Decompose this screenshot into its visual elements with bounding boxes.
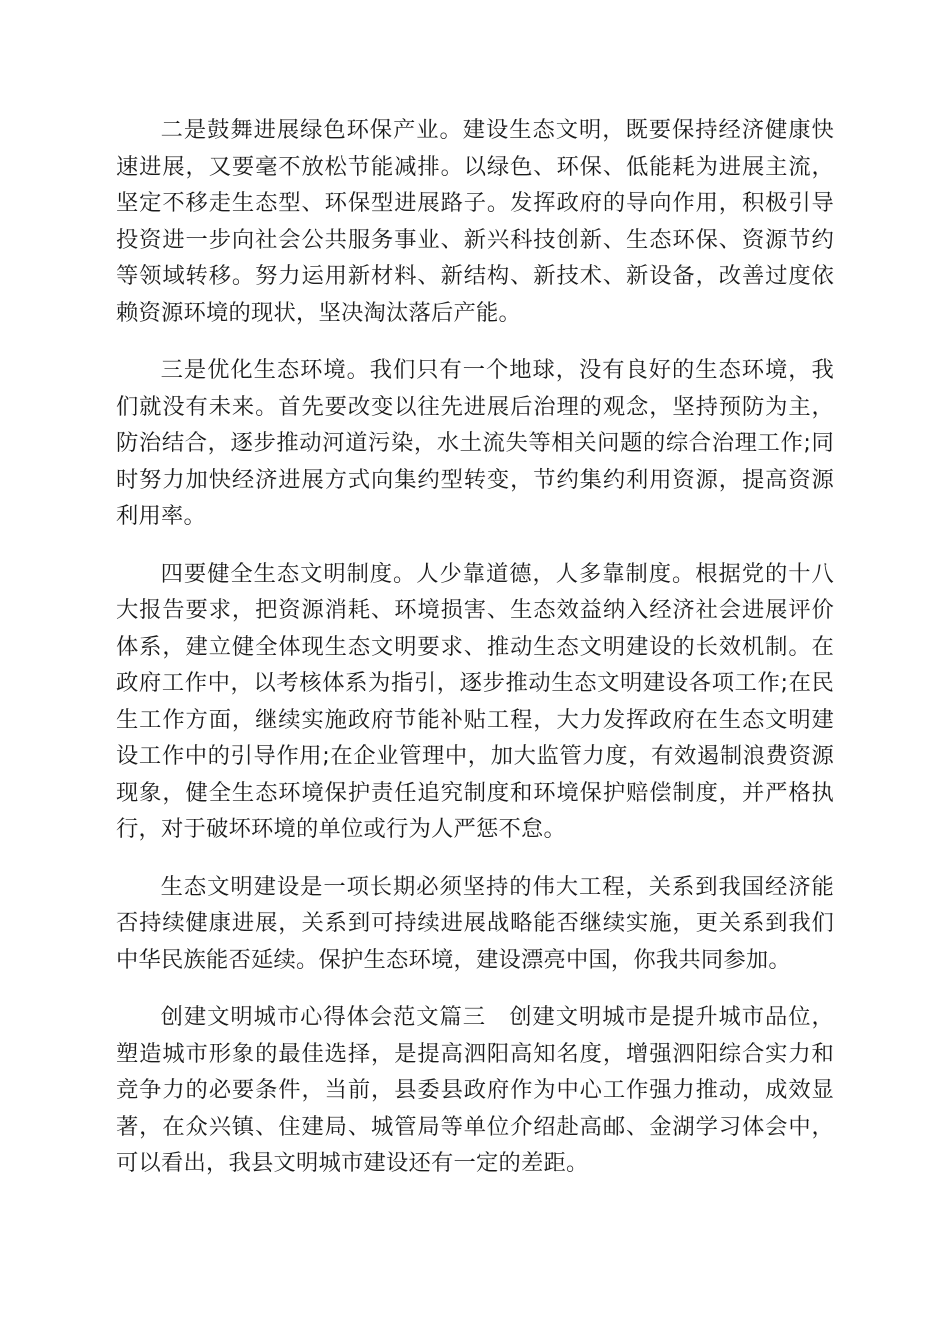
paragraph-conclusion: 生态文明建设是一项长期必须坚持的伟大工程，关系到我国经济能否持续健康进展，关系到可持续进展战略能否继续实施，更关系到我们中华民族能否延续。保护生态环境，建设漂亮中国，你我共同参加。: [116, 873, 834, 973]
paragraph-green-industry: 二是鼓舞进展绿色环保产业。建设生态文明，既要保持经济健康快速进展，又要毫不放松节能减排。以绿色、环保、低能耗为进展主流，坚定不移走生态型、环保型进展路子。发挥政府的导向作用，积极引导投资进一步向社会公共服务事业、新兴科技创新、生态环保、资源节约等领域转移。努力运用新材料、新结构、新技术、新设备，改善过度依赖资源环境的现状，坚决淘汰落后产能。: [116, 117, 834, 326]
paragraph-ecological-environment: 三是优化生态环境。我们只有一个地球，没有良好的生态环境，我们就没有未来。首先要改变以往先进展后治理的观念，坚持预防为主，防治结合，逐步推动河道污染，水土流失等相关问题的综合治理工作;同时努力加快经济进展方式向集约型转变，节约集约利用资源，提高资源利用率。: [116, 357, 834, 529]
document-body: [116, 112, 834, 1203]
paragraph-civilized-city: 创建文明城市心得体会范文篇三 创建文明城市是提升城市品位，塑造城市形象的最佳选择，是提高泗阳高知名度，增强泗阳综合实力和竞争力的必要条件，当前，县委县政府作为中心工作强力推动，成效显著，在众兴镇、住建局、城管局等单位介绍赴高邮、金湖学习体会中，可以看出，我县文明城市建设还有一定的差距。: [116, 1004, 834, 1176]
paragraph-ecological-system: 四要健全生态文明制度。人少靠道德，人多靠制度。根据党的十八大报告要求，把资源消耗、环境损害、生态效益纳入经济社会进展评价体系，建立健全体现生态文明要求、推动生态文明建设的长效机制。在政府工作中，以考核体系为指引，逐步推动生态文明建设各项工作;在民生工作方面，继续实施政府节能补贴工程，大力发挥政府在生态文明建设工作中的引导作用;在企业管理中，加大监管力度，有效遏制浪费资源现象，健全生态环境保护责任追究制度和环境保护赔偿制度，并严格执行，对于破坏环境的单位或行为人严惩不怠。: [116, 560, 834, 842]
